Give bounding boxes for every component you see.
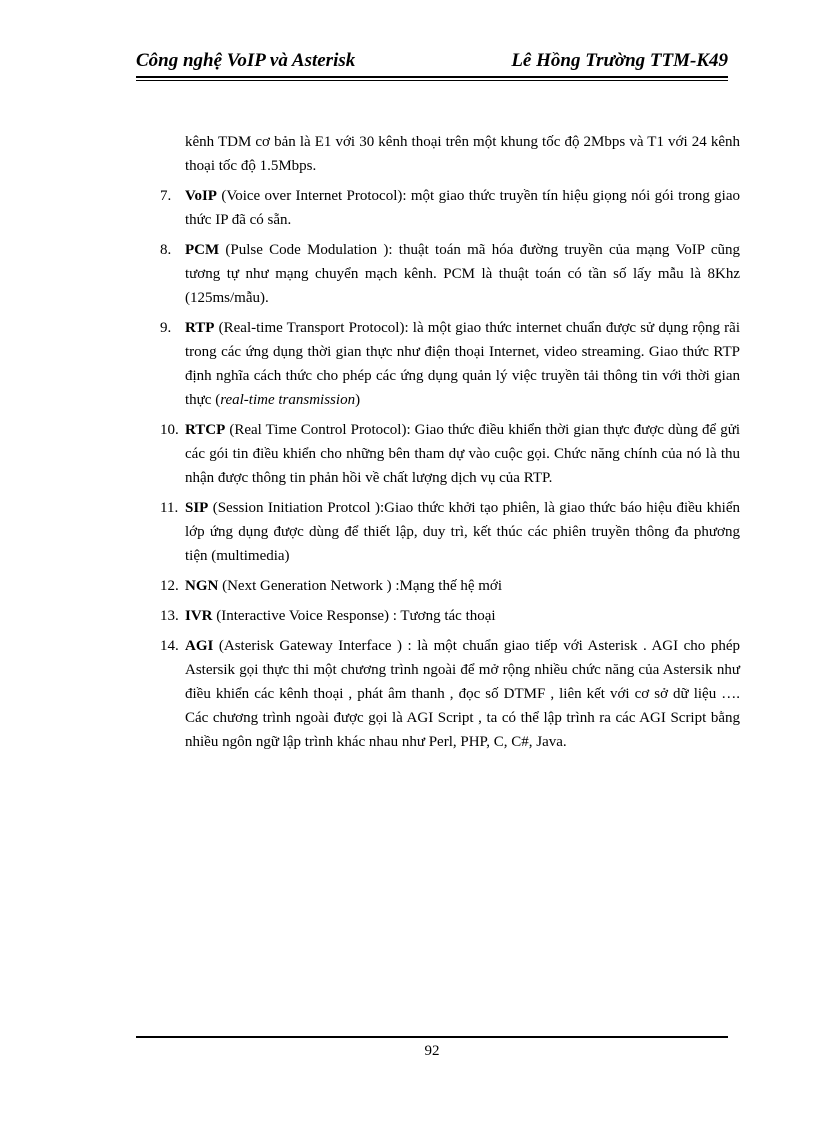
list-item-ivr bbox=[160, 604, 740, 628]
term: PCM bbox=[185, 242, 220, 258]
term: SIP bbox=[185, 500, 209, 516]
list-number: 14. bbox=[160, 638, 179, 654]
list-number: 12. bbox=[160, 578, 179, 594]
list-number: 11. bbox=[160, 500, 179, 516]
term: NGN bbox=[185, 578, 219, 594]
header-title: Công nghệ VoIP và Asterisk bbox=[136, 50, 356, 71]
list-number: 10. bbox=[160, 422, 179, 438]
list-item-sip bbox=[160, 496, 740, 568]
header-author: Lê Hồng Trường TTM-K49 bbox=[511, 50, 728, 71]
intro-paragraph: kênh TDM cơ bản là E1 với 30 kênh thoại trên một khung tốc độ 2Mbps và T1 với 24 kênh thoại tốc độ 1.5Mbps. bbox=[185, 134, 740, 174]
definition: (Next Generation Network ) :Mạng thế hệ mới bbox=[218, 578, 503, 594]
list-item-agi bbox=[160, 634, 740, 754]
definition: (Real-time Transport Protocol): là một giao thức internet chuẩn được sử dụng rộng rãi trong các ứng dụng thời gian thực như điện thoại Internet, video streaming. Giao thức RTP định nghĩa cách thức cho phép các ứng dụng quản lý việc truyền tải thông tin với thời gian thực ( bbox=[185, 320, 740, 408]
definition: (Asterisk Gateway Interface ) : là một chuẩn giao tiếp với Asterisk . AGI cho phép Astersik gọi thực thi một chương trình ngoài để mở rộng nhiều chức năng của Astersik như điều khiển các kênh thoại , phát âm thanh , đọc số DTMF , liên kết với cơ sở dữ liệu …. Các chương trình ngoài được gọi là AGI Script , ta có thể lập trình ra các AGI Script bằng nhiều ngôn ngữ lập trình khác nhau như Perl, PHP, C, C#, Java. bbox=[185, 638, 740, 750]
term: VoIP bbox=[185, 188, 217, 204]
list-item-voip bbox=[160, 184, 740, 232]
term: AGI bbox=[185, 638, 214, 654]
definition: (Session Initiation Protcol ):Giao thức khởi tạo phiên, là giao thức báo hiệu điều khiển lớp ứng dụng được dùng để thiết lập, duy trì, kết thúc các phiên truyền thông đa phương tiện (multimedia) bbox=[185, 500, 740, 564]
term: IVR bbox=[185, 608, 213, 624]
list-item-pcm bbox=[160, 238, 740, 310]
definition: (Voice over Internet Protocol): một giao thức truyền tín hiệu giọng nói gói trong giao thức IP đã có sẵn. bbox=[185, 188, 740, 228]
page-header bbox=[136, 48, 728, 74]
definition: (Interactive Voice Response) : Tương tác thoại bbox=[212, 608, 496, 624]
definition-emphasis: real-time transmission bbox=[220, 392, 356, 408]
list-item-ngn bbox=[160, 574, 740, 598]
list-item-rtp bbox=[160, 316, 740, 412]
page-number: 92 bbox=[424, 1043, 440, 1059]
list-number: 7. bbox=[160, 188, 172, 204]
page-body bbox=[160, 130, 740, 760]
list-number: 9. bbox=[160, 320, 172, 336]
term: RTCP bbox=[185, 422, 226, 438]
definition-tail: ) bbox=[355, 392, 361, 408]
list-item-rtcp bbox=[160, 418, 740, 490]
list-number: 8. bbox=[160, 242, 172, 258]
term: RTP bbox=[185, 320, 215, 336]
definition: (Real Time Control Protocol): Giao thức điều khiển thời gian thực được dùng để gửi các gói tin điều khiển cho những bên tham dự vào cuộc gọi. Chức năng chính của nó là thu nhận được thông tin phản hồi về chất lượng dịch vụ của RTP. bbox=[185, 422, 740, 486]
footer-rule bbox=[136, 1036, 728, 1038]
header-rule-thin bbox=[136, 80, 728, 81]
definition: (Pulse Code Modulation ): thuật toán mã hóa đường truyền của mạng VoIP cũng tương tự như mạng chuyển mạch kênh. PCM là thuật toán có tần số lấy mẫu là 8Khz (125ms/mẫu). bbox=[185, 242, 740, 306]
header-rule bbox=[136, 76, 728, 78]
list-number: 13. bbox=[160, 608, 179, 624]
